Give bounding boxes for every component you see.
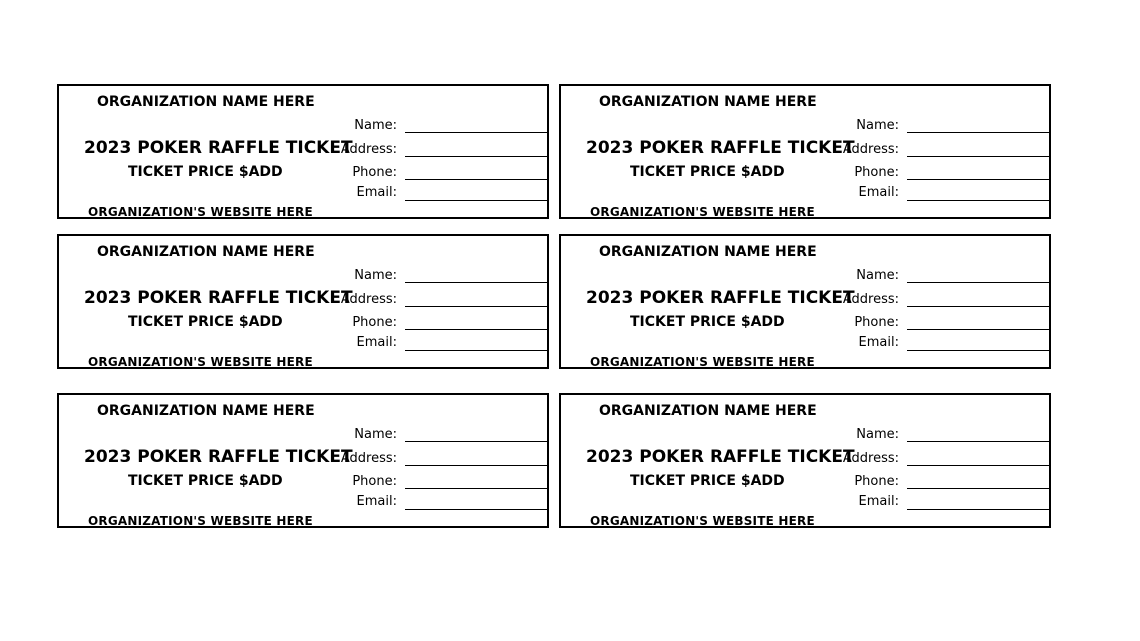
organization-name: ORGANIZATION NAME HERE [97, 94, 315, 110]
ticket-title: 2023 POKER RAFFLE TICKET [84, 138, 353, 158]
organization-website: ORGANIZATION'S WEBSITE HERE [590, 205, 815, 219]
email-label: Email: [858, 185, 899, 200]
phone-label: Phone: [352, 315, 397, 330]
ticket-price: TICKET PRICE $ADD [630, 314, 785, 330]
name-line [907, 132, 1049, 133]
organization-website: ORGANIZATION'S WEBSITE HERE [88, 355, 313, 369]
address-line [907, 156, 1049, 157]
organization-name: ORGANIZATION NAME HERE [97, 403, 315, 419]
address-line [405, 156, 547, 157]
address-label: Address: [842, 292, 899, 307]
name-line [907, 282, 1049, 283]
email-label: Email: [858, 335, 899, 350]
raffle-ticket-2 [559, 84, 1051, 219]
phone-label: Phone: [854, 474, 899, 489]
ticket-title: 2023 POKER RAFFLE TICKET [84, 288, 353, 308]
ticket-price: TICKET PRICE $ADD [630, 164, 785, 180]
address-line [907, 465, 1049, 466]
address-label: Address: [842, 142, 899, 157]
raffle-ticket-1 [57, 84, 549, 219]
organization-name: ORGANIZATION NAME HERE [599, 94, 817, 110]
phone-label: Phone: [854, 165, 899, 180]
name-line [907, 441, 1049, 442]
name-line [405, 441, 547, 442]
name-line [405, 132, 547, 133]
phone-line [907, 179, 1049, 180]
email-line [405, 350, 547, 351]
address-line [405, 306, 547, 307]
email-line [405, 509, 547, 510]
address-label: Address: [340, 142, 397, 157]
raffle-ticket-6 [559, 393, 1051, 528]
name-label: Name: [856, 427, 899, 442]
name-label: Name: [354, 118, 397, 133]
phone-line [405, 488, 547, 489]
phone-line [907, 329, 1049, 330]
email-label: Email: [356, 335, 397, 350]
name-label: Name: [856, 268, 899, 283]
ticket-title: 2023 POKER RAFFLE TICKET [586, 447, 855, 467]
phone-line [405, 329, 547, 330]
name-label: Name: [856, 118, 899, 133]
organization-website: ORGANIZATION'S WEBSITE HERE [590, 514, 815, 528]
phone-line [405, 179, 547, 180]
email-line [907, 200, 1049, 201]
name-line [405, 282, 547, 283]
email-line [907, 509, 1049, 510]
email-line [405, 200, 547, 201]
name-label: Name: [354, 427, 397, 442]
address-line [405, 465, 547, 466]
address-label: Address: [842, 451, 899, 466]
ticket-price: TICKET PRICE $ADD [128, 314, 283, 330]
phone-label: Phone: [854, 315, 899, 330]
email-label: Email: [356, 494, 397, 509]
ticket-title: 2023 POKER RAFFLE TICKET [586, 288, 855, 308]
ticket-title: 2023 POKER RAFFLE TICKET [84, 447, 353, 467]
phone-label: Phone: [352, 474, 397, 489]
name-label: Name: [354, 268, 397, 283]
organization-website: ORGANIZATION'S WEBSITE HERE [88, 514, 313, 528]
phone-line [907, 488, 1049, 489]
email-label: Email: [356, 185, 397, 200]
email-label: Email: [858, 494, 899, 509]
address-label: Address: [340, 451, 397, 466]
organization-name: ORGANIZATION NAME HERE [599, 244, 817, 260]
organization-name: ORGANIZATION NAME HERE [97, 244, 315, 260]
phone-label: Phone: [352, 165, 397, 180]
raffle-ticket-4 [559, 234, 1051, 369]
email-line [907, 350, 1049, 351]
organization-website: ORGANIZATION'S WEBSITE HERE [88, 205, 313, 219]
address-line [907, 306, 1049, 307]
raffle-ticket-3 [57, 234, 549, 369]
ticket-title: 2023 POKER RAFFLE TICKET [586, 138, 855, 158]
raffle-ticket-5 [57, 393, 549, 528]
organization-website: ORGANIZATION'S WEBSITE HERE [590, 355, 815, 369]
ticket-price: TICKET PRICE $ADD [630, 473, 785, 489]
ticket-price: TICKET PRICE $ADD [128, 473, 283, 489]
organization-name: ORGANIZATION NAME HERE [599, 403, 817, 419]
ticket-price: TICKET PRICE $ADD [128, 164, 283, 180]
address-label: Address: [340, 292, 397, 307]
